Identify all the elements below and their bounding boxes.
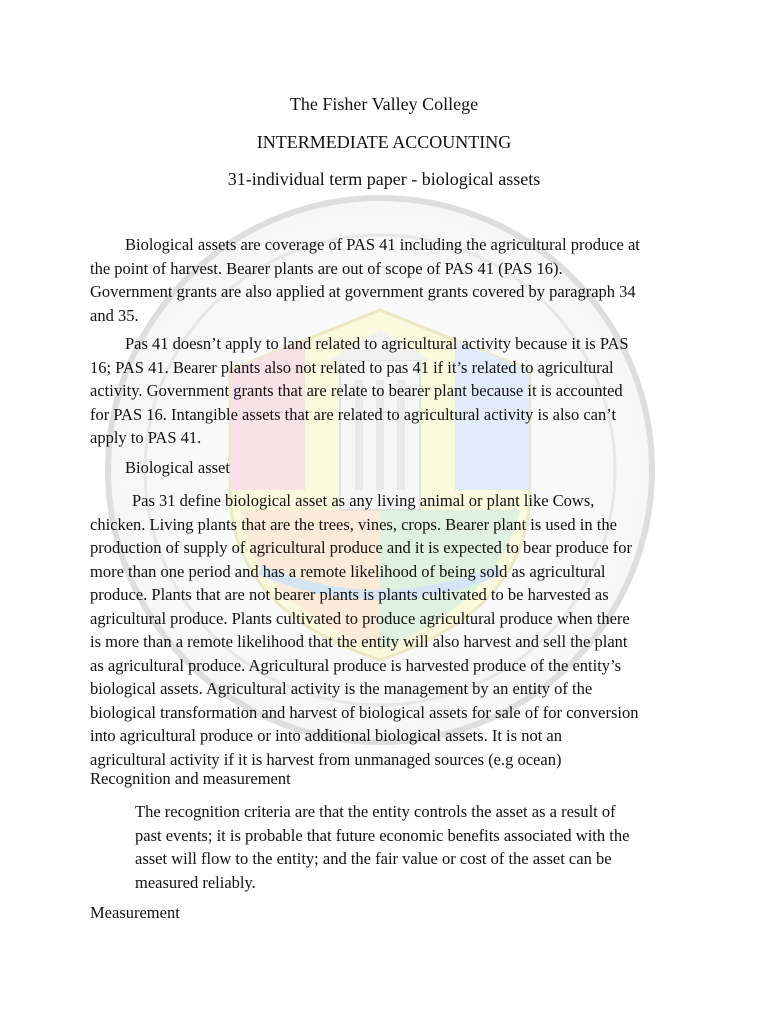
paragraph-line: Pas 31 define biological asset as any living animal or plant like Cows, xyxy=(132,491,595,510)
paragraph-line: more than one period and has a remote likelihood of being sold as agricultural xyxy=(90,561,606,581)
subheading-biological-asset: Biological asset xyxy=(125,458,230,477)
paragraph-line: agricultural produce. Plants cultivated to produce agricultural produce when there xyxy=(90,608,630,628)
paragraph-biological-asset-definition xyxy=(90,489,690,771)
paragraph-line: is more than a remote likelihood that the entity will also harvest and sell the plant xyxy=(90,632,628,651)
subheading-measurement: Measurement xyxy=(90,903,180,922)
paragraph-line: into agricultural produce or into additional biological assets. It is not an xyxy=(90,726,562,745)
paragraph-line: past events; it is probable that future economic benefits associated with the xyxy=(135,825,630,845)
paragraph-line: activity. Government grants that are relate to bearer plant because it is accounted xyxy=(90,381,623,400)
paragraph-line: Pas 41 doesn’t apply to land related to agricultural activity because it is PAS xyxy=(125,334,629,353)
paragraph-line: The recognition criteria are that the entity controls the asset as a result of xyxy=(135,802,616,821)
paragraph-line: agricultural activity if it is harvest from unmanaged sources (e.g ocean) xyxy=(90,749,562,769)
paragraph-line: chicken. Living plants that are the trees, vines, crops. Bearer plant is used in the xyxy=(90,514,617,534)
paragraph-pas41-coverage xyxy=(90,233,690,327)
paragraph-line: measured reliably. xyxy=(135,872,256,892)
paragraph-line: for PAS 16. Intangible assets that are related to agricultural activity is also can’t xyxy=(90,404,617,424)
paragraph-line: biological assets. Agricultural activity is the management by an entity of the xyxy=(90,679,593,698)
paragraph-line: produce. Plants that are not bearer plants is plants cultivated to be harvested as xyxy=(90,585,609,604)
paragraph-line: apply to PAS 41. xyxy=(90,428,202,447)
subheading-recognition-measurement: Recognition and measurement xyxy=(90,769,291,788)
paragraph-line: Government grants are also applied at government grants covered by paragraph 34 xyxy=(90,282,636,301)
paragraph-line: biological transformation and harvest of biological assets for sale of for conversion xyxy=(90,702,639,722)
institution-name: The Fisher Valley College xyxy=(289,94,479,114)
paragraph-line: and 35. xyxy=(90,305,139,325)
course-title: INTERMEDIATE ACCOUNTING xyxy=(256,132,512,152)
paragraph-line: Biological assets are coverage of PAS 41 including the agricultural produce at xyxy=(125,235,640,254)
paragraph-recognition-criteria xyxy=(135,800,690,894)
paper-title: 31-individual term paper - biological assets xyxy=(227,169,541,189)
paragraph-line: production of supply of agricultural produce and it is expected to bear produce for xyxy=(90,538,633,557)
paragraph-line: the point of harvest. Bearer plants are out of scope of PAS 41 (PAS 16). xyxy=(90,258,563,278)
paragraph-line: asset will flow to the entity; and the fair value or cost of the asset can be xyxy=(135,849,612,868)
paragraph-line: as agricultural produce. Agricultural produce is harvested produce of the entity’s xyxy=(90,655,622,675)
paragraph-pas41-scope xyxy=(90,332,690,450)
paragraph-line: 16; PAS 41. Bearer plants also not related to pas 41 if it’s related to agricultural xyxy=(90,357,614,377)
